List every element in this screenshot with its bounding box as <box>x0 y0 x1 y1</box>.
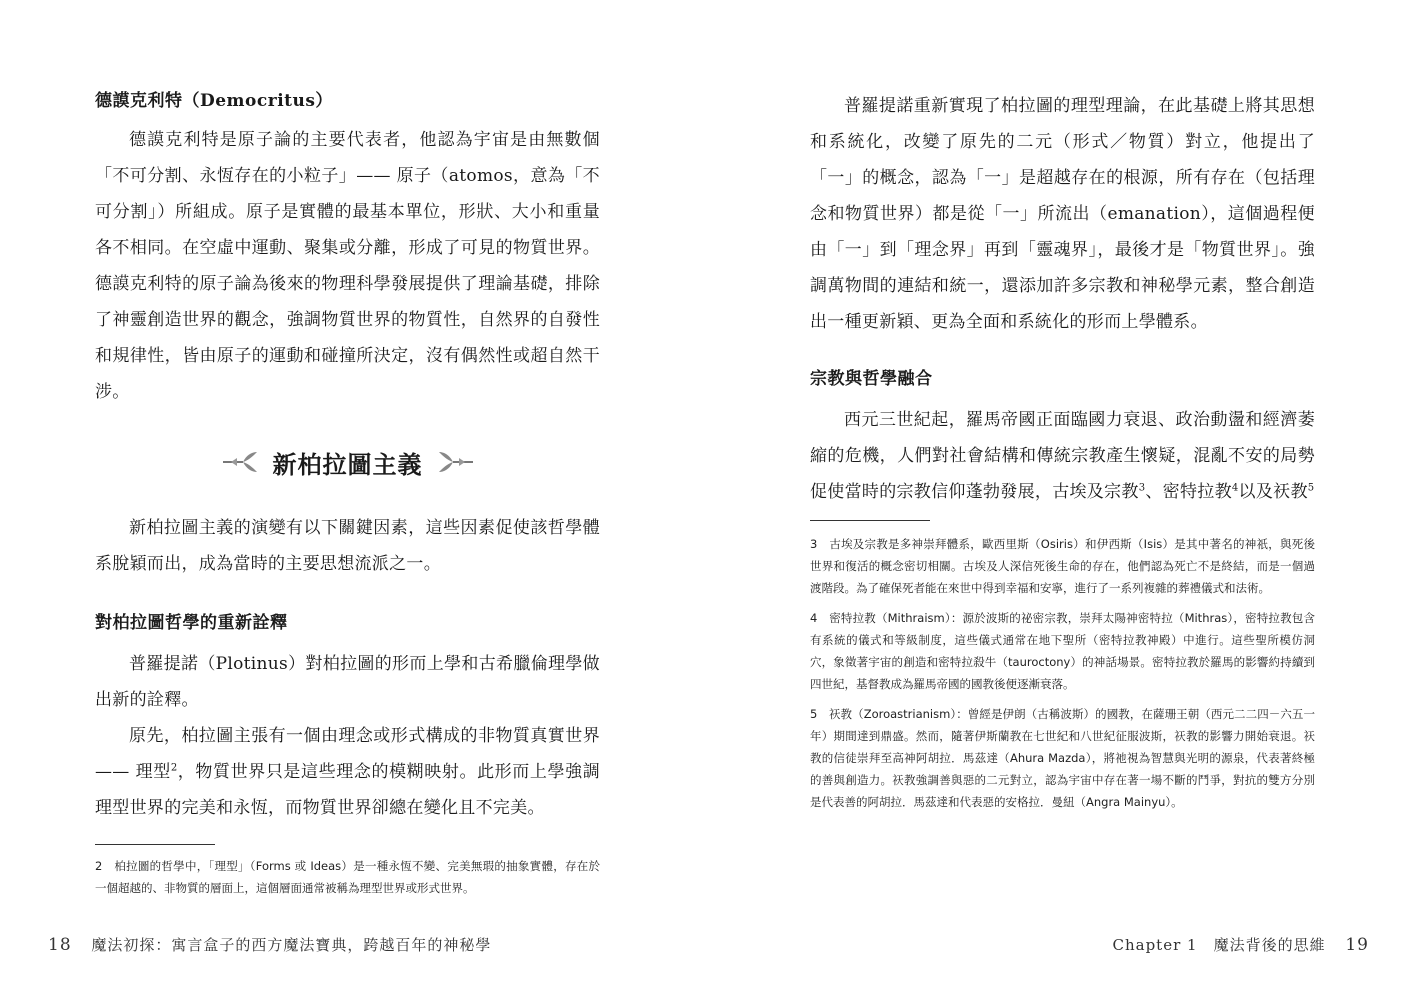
heading-democritus: 德謨克利特（Democritus） <box>95 91 333 111</box>
paragraph-plotinus: 普羅提諾（Plotinus）對柏拉圖的形而上學和古希臘倫理學做出新的詮釋。 <box>95 654 600 710</box>
footnote-divider <box>95 844 215 845</box>
paragraph-intro: 新柏拉圖主義的演變有以下關鍵因素，這些因素促使該哲學體系脫穎而出，成為當時的主要思想流派之一。 <box>95 518 600 574</box>
paragraph-forms <box>95 718 600 826</box>
chapter-title: Chapter 1 魔法背後的思維 <box>1112 936 1326 954</box>
page-number-right: 19 <box>1345 935 1369 955</box>
right-ornament-icon <box>437 450 475 474</box>
book-title: 魔法初探：寓言盒子的西方魔法寶典，跨越百年的神秘學 <box>91 936 492 954</box>
left-ornament-icon <box>221 450 259 474</box>
left-page <box>0 0 704 1000</box>
footnote-ref-4: 4 <box>1231 482 1239 494</box>
heading-religion-philosophy: 宗教與哲學融合 <box>810 369 933 389</box>
right-page <box>704 0 1409 1000</box>
paragraph-forms-part1: 原先，柏拉圖主張有一個由理念或形式構成的非物質真實世界 —— 理型 <box>95 726 600 782</box>
paragraph-plotinus-theory: 普羅提諾重新實現了柏拉圖的理型理論，在此基礎上將其思想和系統化，改變了原先的二元（形式／物質）對立，他提出了「一」的概念，認為「一」是超越存在的根源，所有存在（包括理念和物質世界）都是從「一」所流出（emanation），這個過程便由「一」到「理念界」再到「靈魂界」，最後才是「物質世界」。強調萬物間的連結和統一，還添加許多宗教和神秘學元素，整合創造出一種更新穎、更為全面和系統化的形而上學體系。 <box>810 96 1315 332</box>
paragraph-forms-part2: ，物質世界只是這些理念的模糊映射。此形而上學強調理型世界的完美和永恆，而物質世界卻總在變化且不完美。 <box>95 762 601 818</box>
paragraph-religion-part2: 、密特拉教 <box>1145 482 1232 502</box>
footnote-ref-5: 5 <box>1307 482 1315 494</box>
footnote-2: 2 柏拉圖的哲學中，「理型」（Forms 或 Ideas）是一種永恆不變、完美無瑕的抽象實體，存在於一個超越的、非物質的層面上，這個層面通常被稱為理型世界或形式世界。 <box>95 859 600 895</box>
footnote-ref-3: 3 <box>1138 482 1146 494</box>
right-folio <box>1113 934 1370 955</box>
left-folio <box>48 934 491 955</box>
section-title-text: 新柏拉圖主義 <box>272 449 423 479</box>
right-text-column <box>810 86 1315 821</box>
footnote-5: 5 祆教（Zoroastrianism）：曾經是伊朗（古稱波斯）的國教，在薩珊王朝（西元二二四－六五一年）期間達到鼎盛。然而，隨著伊斯蘭教在七世紀和八世紀征服波斯，祆教的影響力開始衰退。祆教的信徒崇拜至高神阿胡拉．馬茲達（Ahura Mazda），將祂視為智慧與光明的源泉，代表著終極的善與創造力。祆教強調善與惡的二元對立，認為宇宙中存在著一場不斷的鬥爭，對抗的雙方分別是代表善的阿胡拉．馬茲達和代表惡的安格拉．曼紐（Angra Mainyu）。 <box>810 707 1315 809</box>
footnote-ref-2: 2 <box>170 762 178 774</box>
footnote-divider <box>810 520 930 521</box>
paragraph-religion <box>810 402 1315 510</box>
paragraph-democritus: 德謨克利特是原子論的主要代表者，他認為宇宙是由無數個「不可分割、永恆存在的小粒子」—— 原子（atomos，意為「不可分割」）所組成。原子是實體的最基本單位，形狀、大小和重量各不相同。在空虛中運動、聚集或分離，形成了可見的物質世界。德謨克利特的原子論為後來的物理科學發展提供了理論基礎，排除了神靈創造世界的觀念，強調物質世界的物質性，自然界的自發性和規律性，皆由原子的運動和碰撞所決定，沒有偶然性或超自然干涉。 <box>95 130 600 402</box>
footnote-3: 3 古埃及宗教是多神崇拜體系，歐西里斯（Osiris）和伊西斯（Isis）是其中著名的神祇，與死後世界和復活的概念密切相關。古埃及人深信死後生命的存在，他們認為死亡不是終結，而是一個過渡階段。為了確保死者能在來世中得到幸福和安寧，進行了一系列複雜的葬禮儀式和法術。 <box>810 537 1315 595</box>
left-text-column <box>95 86 600 907</box>
footnote-4: 4 密特拉教（Mithraism）：源於波斯的祕密宗教，崇拜太陽神密特拉（Mithras），密特拉教包含有系統的儀式和等級制度，這些儀式通常在地下聖所（密特拉教神殿）中進行。這些聖所模仿洞穴，象徵著宇宙的創造和密特拉殺牛（tauroctony）的神話場景。密特拉教於羅馬的影響約持續到四世紀，基督教成為羅馬帝國的國教後便逐漸衰落。 <box>810 611 1315 691</box>
heading-reinterpretation: 對柏拉圖哲學的重新詮釋 <box>95 613 288 633</box>
paragraph-religion-part1: 西元三世紀起，羅馬帝國正面臨國力衰退、政治動盪和經濟萎縮的危機，人們對社會結構和傳統宗教產生懷疑，混亂不安的局勢促使當時的宗教信仰蓬勃發展，古埃及宗教 <box>810 410 1315 502</box>
section-title-neoplatonism <box>95 432 600 492</box>
page-number-left: 18 <box>48 935 72 955</box>
paragraph-religion-part3: 以及祆教 <box>1238 482 1308 502</box>
